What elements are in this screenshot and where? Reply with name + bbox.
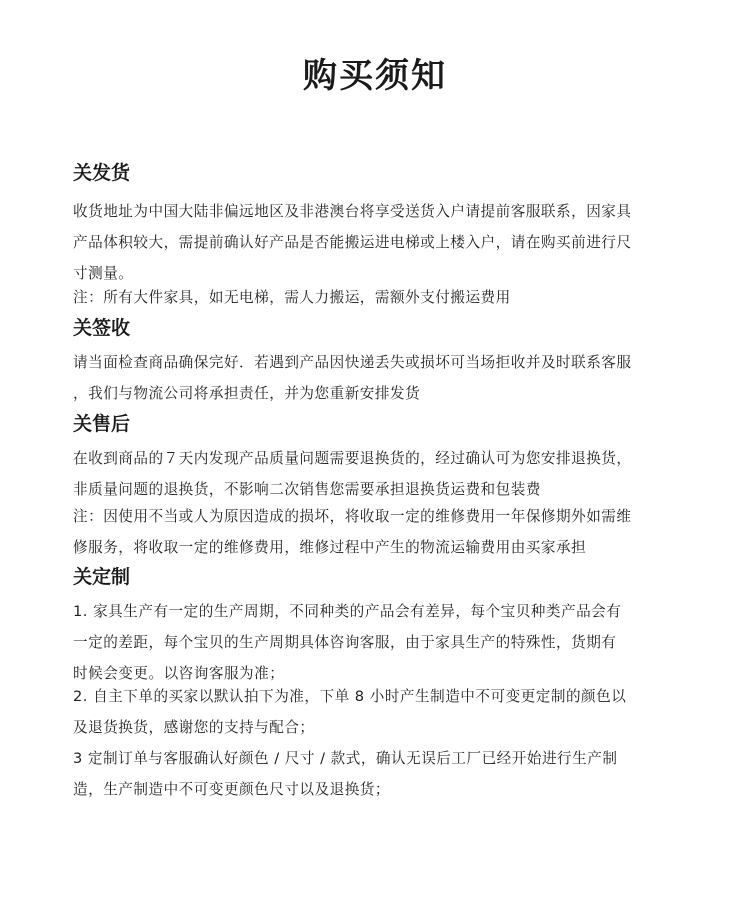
text-line: ，我们与物流公司将承担责任，并为您重新安排发货 [73, 385, 421, 402]
customization-item-2 [73, 681, 693, 743]
signing-paragraph [73, 347, 693, 409]
customization-item-1 [73, 596, 693, 689]
text-line: 寸测量。 [73, 265, 134, 282]
text-line: 1. 家具生产有一定的生产周期，不同种类的产品会有差异，每个宝贝种类产品会有 [73, 603, 622, 620]
section-heading-after-sales: 关售后 [73, 413, 131, 435]
text-line: 一定的差距，每个宝贝的生产周期具体咨询客服，由于家具生产的特殊性，货期有 [73, 634, 617, 651]
after-sales-note [73, 501, 693, 563]
text-line: 请当面检查商品确保完好．若遇到产品因快递丢失或损坏可当场拒收并及时联系客服 [73, 354, 632, 371]
shipping-note [73, 282, 693, 313]
text-line: 注：所有大件家具，如无电梯，需人力搬运，需额外支付搬运费用 [73, 289, 511, 306]
text-line: 修服务，将收取一定的维修费用，维修过程中产生的物流运输费用由买家承担 [73, 539, 587, 556]
text-line: 及退货换货，感谢您的支持与配合； [73, 719, 315, 736]
page-title: 购买须知 [303, 56, 447, 96]
text-line: 2. 自主下单的买家以默认拍下为准，下单 8 小时产生制造中不可变更定制的颜色以 [73, 688, 627, 705]
section-heading-customization: 关定制 [73, 566, 131, 588]
text-line: 收货地址为中国大陆非偏远地区及非港澳台将享受送货入户请提前客服联系，因家具 [73, 203, 632, 220]
text-line: 在收到商品的７天内发现产品质量问题需要退换货的，经过确认可为您安排退换货， [73, 450, 632, 467]
text-line: 注：因使用不当或人为原因造成的损坏，将收取一定的维修费用一年保修期外如需维 [73, 508, 632, 525]
shipping-paragraph-1 [73, 196, 693, 289]
customization-item-3 [73, 743, 693, 805]
text-line: 产品体积较大，需提前确认好产品是否能搬运进电梯或上楼入户，请在购买前进行尺 [73, 234, 632, 251]
text-line: 时候会变更。以咨询客服为准； [73, 665, 285, 682]
section-heading-signing: 关签收 [73, 317, 131, 339]
text-line: 非质量问题的退换货，不影响二次销售您需要承担退换货运费和包装费 [73, 481, 541, 498]
after-sales-paragraph [73, 443, 693, 505]
text-line: 造，生产制造中不可变更颜色尺寸以及退换货； [73, 781, 390, 798]
section-heading-shipping: 关发货 [73, 162, 131, 184]
text-line: 3 定制订单与客服确认好颜色 / 尺寸 / 款式，确认无误后工厂已经开始进行生产制 [73, 750, 618, 767]
